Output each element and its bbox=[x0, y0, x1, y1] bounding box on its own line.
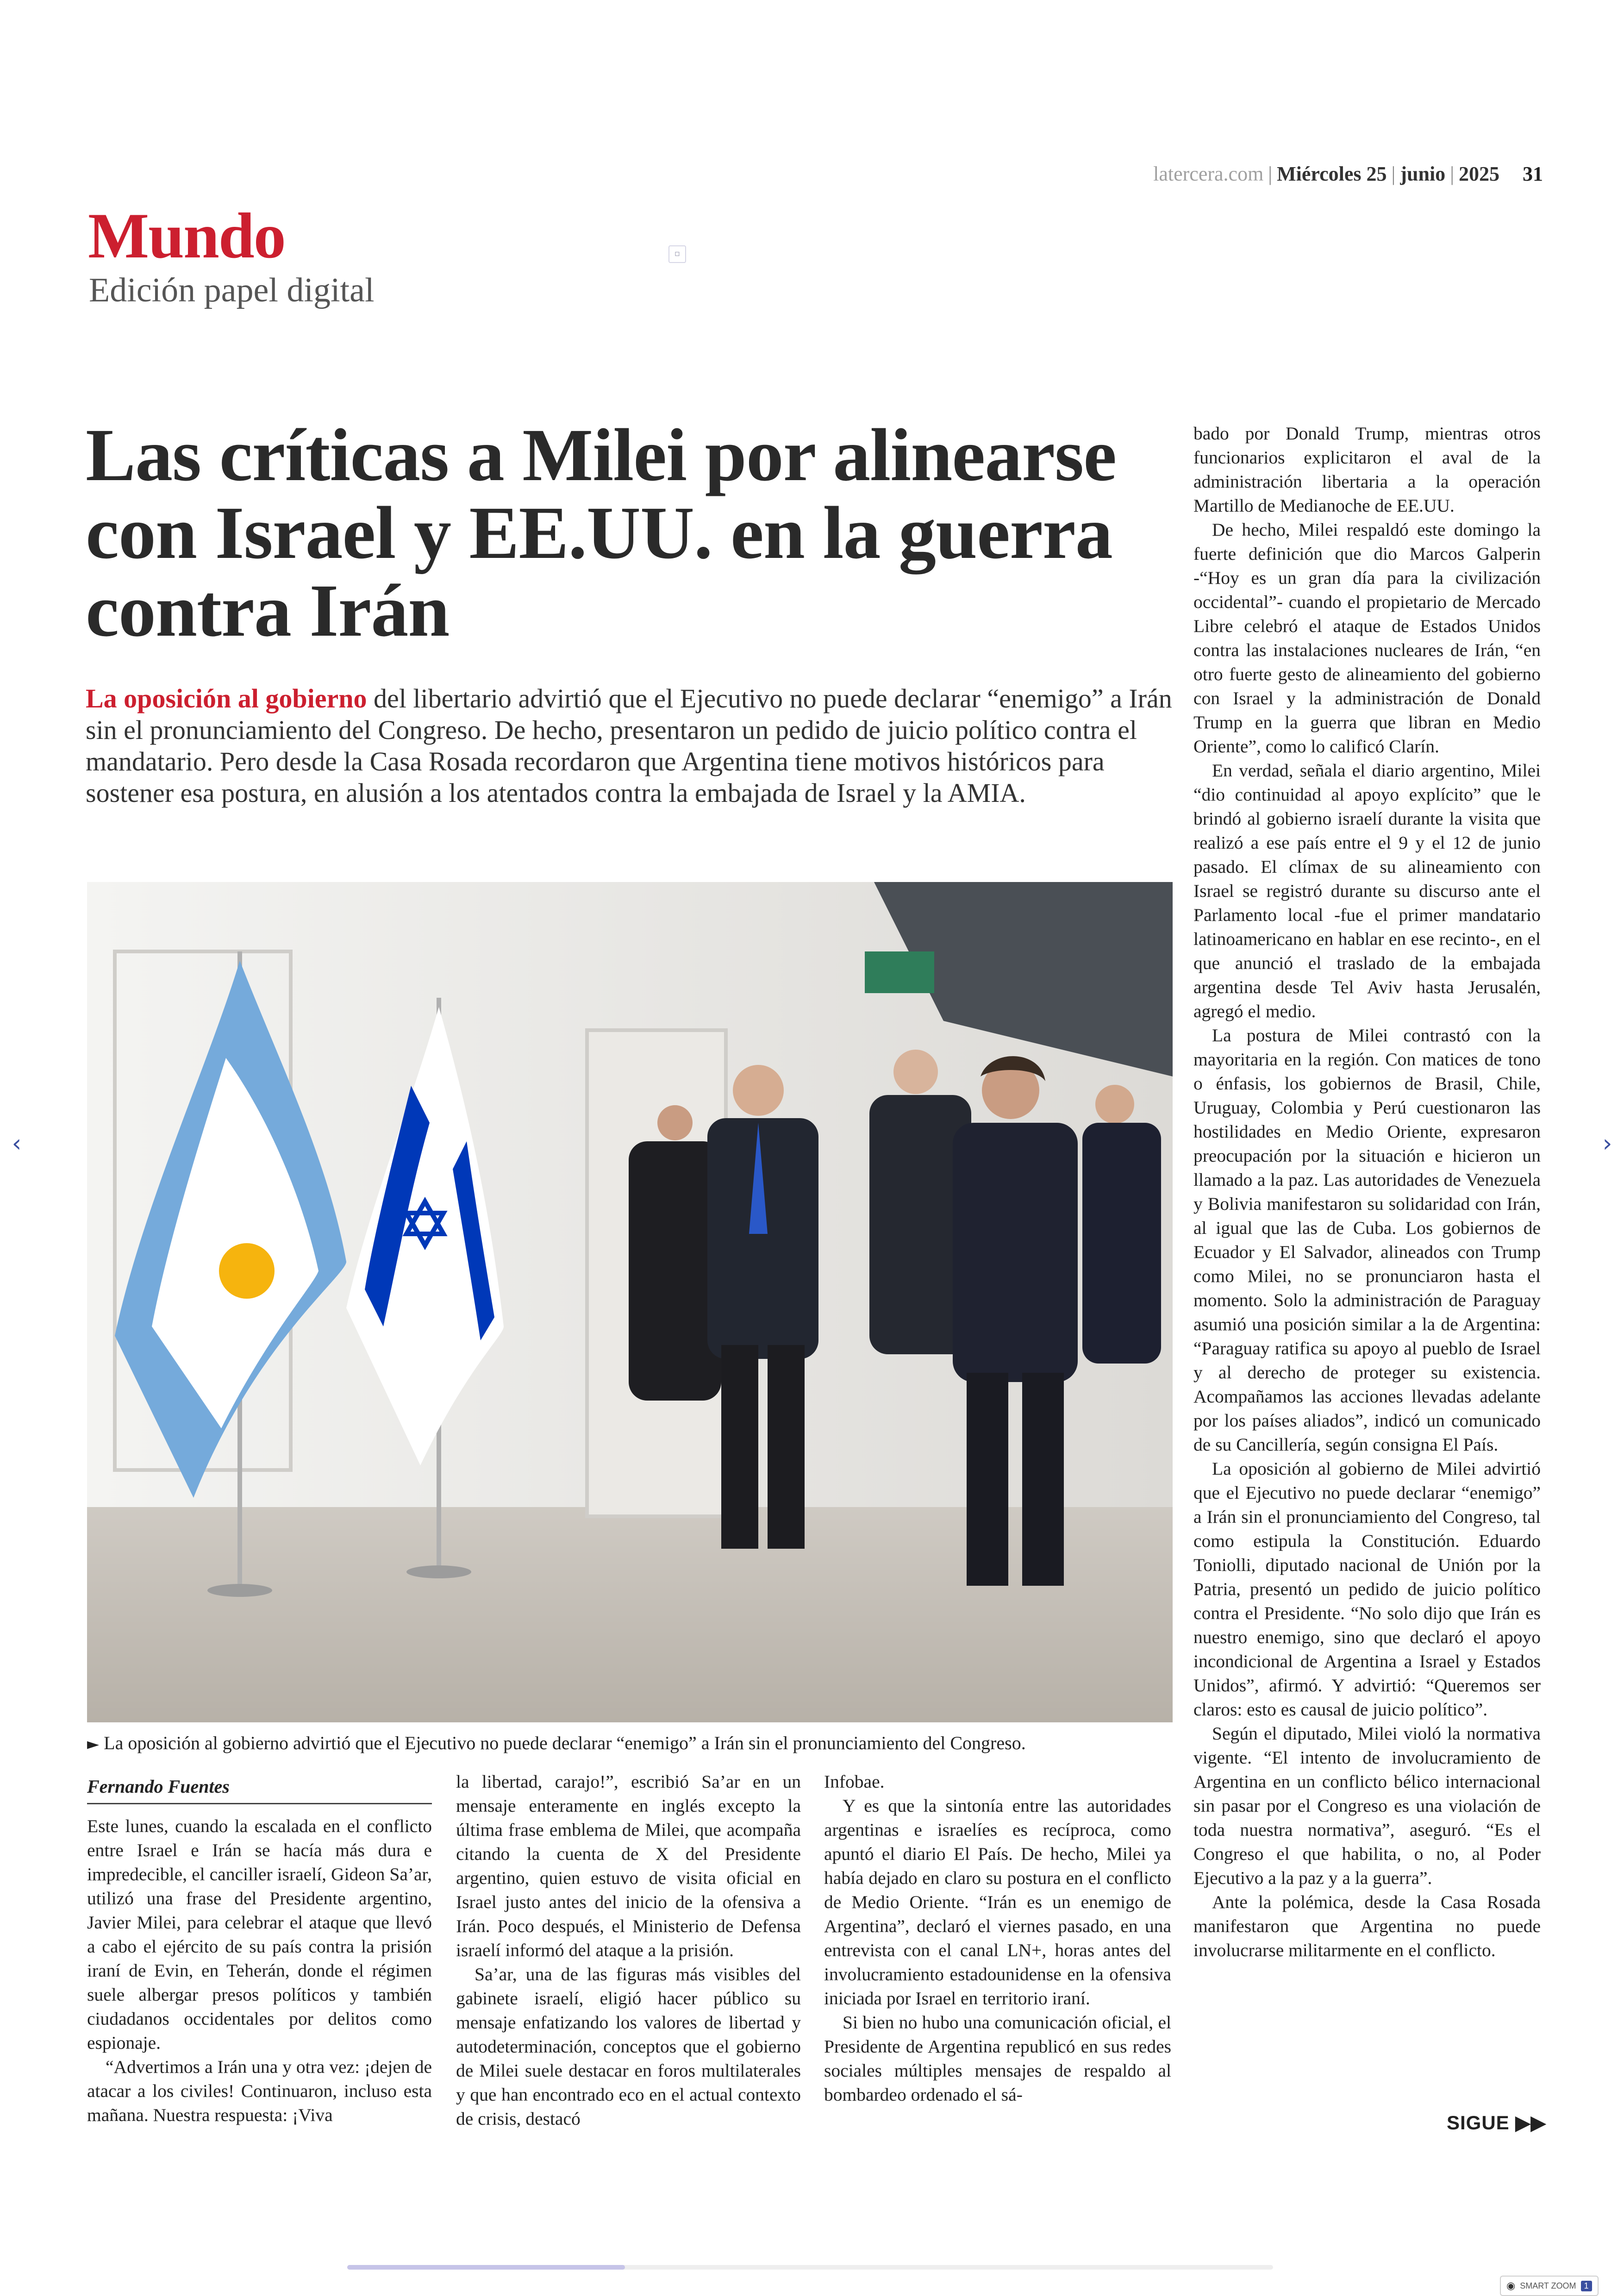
eye-icon: ◉ bbox=[1506, 2280, 1516, 2292]
body-column-3 bbox=[824, 1770, 1171, 2107]
body-paragraph: Sa’ar, una de las figuras más visibles del gabinete israelí, eligió hacer público su mensaje enfatizando los valores de libertad y autodeterminación, conceptos que el gobierno de Milei suele destacar en foros multilaterales y que han encontrado eco en el actual contexto de crisis, destacó bbox=[456, 1964, 801, 2129]
body-paragraph: En verdad, señala el diario argentino, Milei “dio continuidad al apoyo explícito” que le brindó al gobierno israelí durante la visita que realizó a ese país entre el 9 y el 12 de junio pasado. El clímax de su alineamiento con Israel se registró durante su discurso ante el Parlamento local -fue el primer mandatario latinoamericano en hablar en ese recinto-, en el que anunció el traslado de la embajada argentina desde Tel Aviv hasta Jerusalén, agregó el medio. bbox=[1193, 760, 1541, 1021]
byline: Fernando Fuentes bbox=[87, 1776, 432, 1804]
body-paragraph: “Advertimos a Irán una y otra vez: ¡dejen de atacar a los civiles! Continuaron, incluso esta mañana. Nuestra respuesta: ¡Viva bbox=[87, 2057, 432, 2125]
page-number: 31 bbox=[1523, 163, 1543, 185]
page-progress-fill bbox=[347, 2265, 625, 2270]
body-paragraph: Según el diputado, Milei violó la normativa vigente. “El intento de involucramiento de Argentina en un conflicto bélico internacional sin pasar por el Congreso es una violación de toda nuestra normativa”, aseguró. “Es el Congreso el que habilita, o no, al Poder Ejecutivo a la paz y a la guerra”. bbox=[1193, 1723, 1541, 1888]
chevron-left-icon[interactable]: ‹ bbox=[12, 1130, 22, 1157]
body-paragraph: La oposición al gobierno de Milei advirtió que el Ejecutivo no puede declarar “enemigo” a Irán sin el pronunciamiento del Congreso, tal como estipula la Constitución. Eduardo Toniolli, diputado nacional de Unión por la Patria, presentó un pedido de juicio político contra el Presidente. “No solo dijo que Irán es nuestro enemigo, sino que declaró el apoyo incondicional de Argentina a Israel y Estados Unidos”, afirmó. Y advirtió: “Queremos ser claros: esto es causal de juicio político”. bbox=[1193, 1458, 1541, 1720]
caption-marker-icon: ► bbox=[87, 1735, 100, 1753]
header-day: Miércoles 25 bbox=[1277, 163, 1387, 185]
body-paragraph: Y es que la sintonía entre las autoridades argentinas e israelíes es recíproca, como apuntó el diario El País. De hecho, Milei ya había dejado en claro su postura en el conflicto de Medio Oriente. “Irán es un enemigo de Argentina”, declaró el viernes pasado, en una entrevista con el canal LN+, horas antes del involucramiento estadounidense en la ofensiva iniciada por Israel en territorio iraní. bbox=[824, 1796, 1171, 2008]
page-header: latercera.com | Miércoles 25 | junio | 2025 31 bbox=[1153, 163, 1543, 185]
edition-label: Edición papel digital bbox=[89, 271, 375, 309]
chevron-right-icon[interactable]: › bbox=[1602, 1130, 1612, 1157]
body-paragraph: Si bien no hubo una comunicación oficial, el Presidente de Argentina republicó en sus redes sociales múltiples mensajes de respaldo al bombardeo ordenado el sá- bbox=[824, 2012, 1171, 2105]
body-paragraph: De hecho, Milei respaldó este domingo la fuerte definición que dio Marcos Galperin -“Hoy es un gran día para la civilización occidental”- cuando el propietario de Mercado Libre celebró el ataque de Estados Unidos contra las instalaciones nucleares de Irán, “en otro fuerte gesto de alineamiento del gobierno con Israel y la administración de Donald Trump en la guerra que libran en Medio Oriente”, como lo calificó Clarín. bbox=[1193, 519, 1541, 757]
body-paragraph: la libertad, carajo!”, escribió Sa’ar en un mensaje enteramente en inglés excepto la última frase emblema de Milei, que acompaña citando la cuenta de X del Presidente argentino, quien estuvo de visita oficial en Israel justo antes del inicio de la ofensiva a Irán. Poco después, el Ministerio de Defensa israelí informó del ataque a la prisión. bbox=[456, 1771, 801, 1960]
body-column-4 bbox=[1193, 421, 1541, 1962]
header-year: 2025 bbox=[1459, 163, 1499, 185]
lead-kicker: La oposición al gobierno bbox=[86, 683, 367, 713]
site-name: latercera.com bbox=[1153, 163, 1264, 185]
lead-paragraph bbox=[86, 683, 1187, 809]
headline: Las críticas a Milei por alinearse con Israel y EE.UU. en la guerra contra Irán bbox=[86, 414, 1117, 652]
continue-label: SIGUE ▶▶ bbox=[1447, 2112, 1546, 2133]
page-marker-icon: ▫ bbox=[668, 245, 686, 263]
caption-text: La oposición al gobierno advirtió que el Ejecutivo no puede declarar “enemigo” a Irán sin el pronunciamiento del Congreso. bbox=[104, 1733, 1026, 1753]
body-paragraph: Infobae. bbox=[824, 1771, 885, 1792]
body-column-2 bbox=[456, 1770, 801, 2131]
smart-zoom-label: SMART ZOOM bbox=[1520, 2281, 1576, 2290]
body-paragraph: La postura de Milei contrastó con la mayoritaria en la región. Con matices de tono o énfasis, los gobiernos de Brasil, Chile, Uruguay, Colombia y Perú cuestionaron las hostilidades en Medio Oriente, expresaron preocupación por la situación e hicieron un llamado a la paz. Las autoridades de Venezuela y Bolivia manifestaron su solidaridad con Irán, al igual que las de Cuba. Los gobiernos de Ecuador y El Salvador, alineados con Trump como Milei, no se pronunciaron hasta el momento. Solo la administración de Paraguay asumió una posición similar a la de Argentina: “Paraguay ratifica su apoyo al pueblo de Israel y al derecho de proteger su existencia. Acompañamos las acciones llevadas adelante por los países aliados”, indicó un comunicado de su Cancillería, según consigna El País. bbox=[1193, 1025, 1541, 1455]
section-title: Mundo bbox=[88, 200, 285, 272]
photo-caption bbox=[87, 1732, 1173, 1756]
lead-text: del libertario advirtió que el Ejecutivo no puede declarar “enemigo” a Irán sin el pronunciamiento del Congreso. De hecho, presentaron un pedido de juicio político contra el mandatario. Pero desde la Casa Rosada recordaron que Argentina tiene motivos históricos para sostener esa postura, en alusión a los atentados contra la embajada de Israel y la AMIA. bbox=[86, 683, 1172, 808]
header-month: junio bbox=[1400, 163, 1446, 185]
body-paragraph: Este lunes, cuando la escalada en el conflicto entre Israel e Irán se hacía más dura e impredecible, el canciller israelí, Gideon Sa’ar, utilizó una frase del Presidente argentino, Javier Milei, para celebrar el ataque que llevó a cabo el ejército de su país contra la prisión iraní de Evin, en Teherán, donde el régimen suele albergar presos políticos y también ciudadanos occidentales por delitos como espionaje. bbox=[87, 1816, 432, 2053]
body-column-1 bbox=[87, 1814, 432, 2127]
smart-zoom-value: 1 bbox=[1581, 2281, 1592, 2291]
article-photo bbox=[87, 882, 1173, 1722]
smart-zoom-button[interactable] bbox=[1500, 2276, 1599, 2296]
body-paragraph: Ante la polémica, desde la Casa Rosada manifestaron que Argentina no puede involucrarse militarmente en el conflicto. bbox=[1193, 1892, 1541, 1960]
body-paragraph: bado por Donald Trump, mientras otros funcionarios explicitaron el aval de la administración libertaria a la operación Martillo de Medianoche de EE.UU. bbox=[1193, 423, 1541, 516]
